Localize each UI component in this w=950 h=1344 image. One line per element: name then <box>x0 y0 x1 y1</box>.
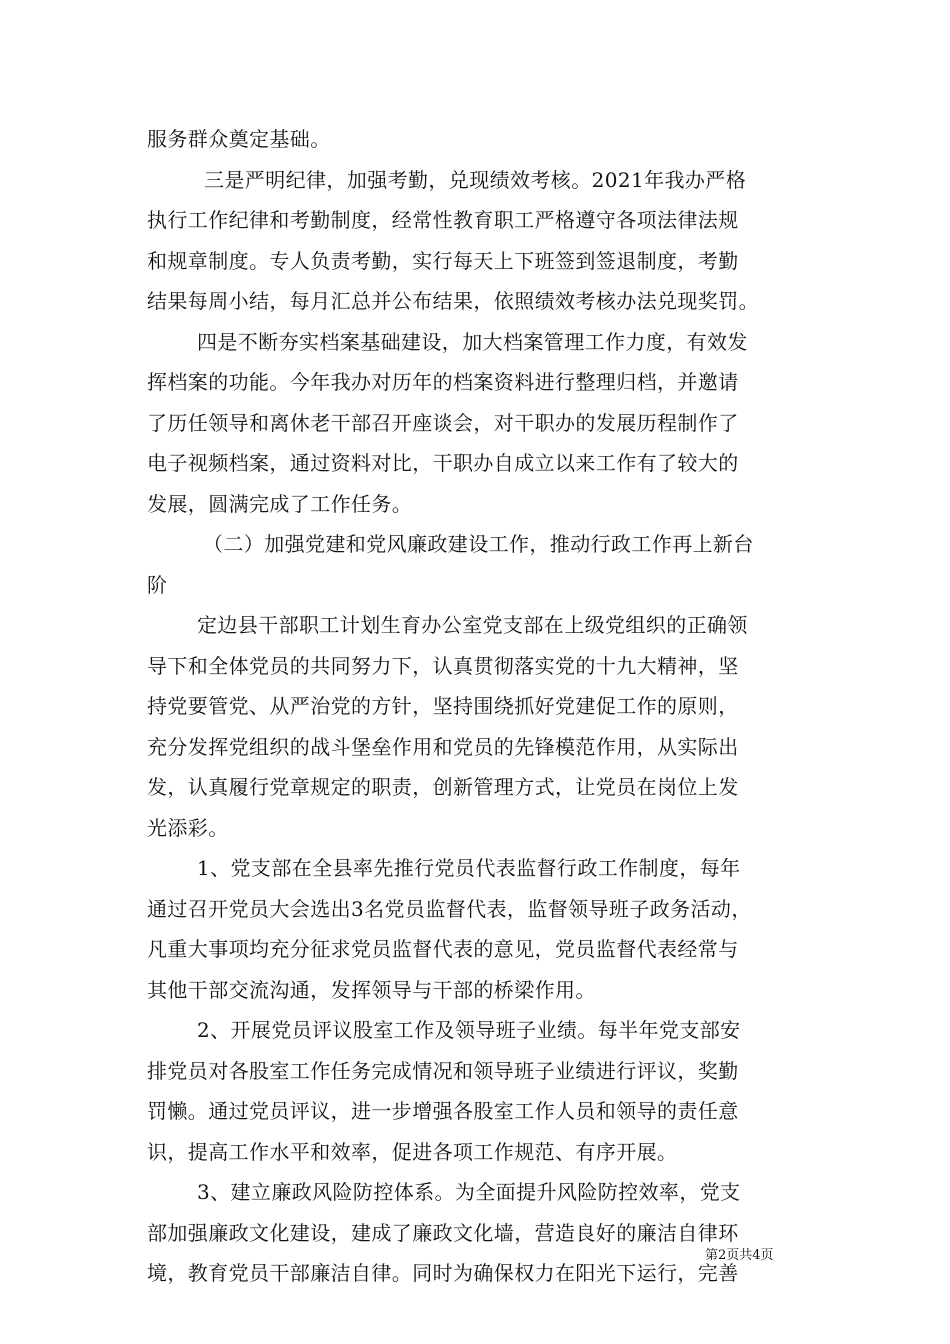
text-line: 发，认真履行党章规定的职责，创新管理方式，让党员在岗位上发 <box>147 775 739 799</box>
text-line: 导下和全体党员的共同努力下，认真贯彻落实党的十九大精神，坚 <box>147 653 739 678</box>
text-line: 排党员对各股室工作任务完成情况和领导班子业绩进行评议，奖勤 <box>147 1058 739 1083</box>
text-line: 通过召开党员大会选出3名党员监督代表，监督领导班子政务活动， <box>147 896 752 921</box>
text-line: 境，教育党员干部廉洁自律。同时为确保权力在阳光下运行，完善 <box>147 1261 739 1285</box>
text-line: 3、建立廉政风险防控体系。为全面提升风险防控效率，党支 <box>197 1180 741 1204</box>
text-line: 2、开展党员评议股室工作及领导班子业绩。每半年党支部安 <box>197 1018 741 1042</box>
text-line: 凡重大事项均充分征求党员监督代表的意见，党员监督代表经常与 <box>147 937 739 961</box>
document-body <box>147 119 807 1294</box>
text-line: 三是严明纪律，加强考勤，兑现绩效考核。2021年我办严格 <box>204 167 747 192</box>
text-line: 发展，圆满完成了工作任务。 <box>147 491 413 516</box>
page-number-footer: 第2页共4页 <box>705 1248 774 1263</box>
text-line: 其他干部交流沟通，发挥领导与干部的桥梁作用。 <box>147 977 596 1002</box>
text-line: 光添彩。 <box>147 815 229 840</box>
text-line: 识，提高工作水平和效率，促进各项工作规范、有序开展。 <box>147 1139 678 1164</box>
text-line: 充分发挥党组织的战斗堡垒作用和党员的先锋模范作用，从实际出 <box>147 734 739 759</box>
text-line: 罚懒。通过党员评议，进一步增强各股室工作人员和领导的责任意 <box>147 1099 739 1123</box>
text-line: 部加强廉政文化建设，建成了廉政文化墙，营造良好的廉洁自律环 <box>147 1220 739 1245</box>
text-line: 结果每周小结，每月汇总并公布结果，依照绩效考核办法兑现奖罚。 <box>147 289 759 313</box>
text-line: 执行工作纪律和考勤制度，经常性教育职工严格遵守各项法律法规 <box>147 208 739 232</box>
text-line: 挥档案的功能。今年我办对历年的档案资料进行整理归档，并邀请 <box>147 370 739 394</box>
text-line: 和规章制度。专人负责考勤，实行每天上下班签到签退制度，考勤 <box>147 248 739 273</box>
section-heading-line: （二）加强党建和党风廉政建设工作，推动行政工作再上新台 <box>203 532 754 556</box>
text-line: 持党要管党、从严治党的方针，坚持围绕抓好党建促工作的原则， <box>147 694 739 718</box>
text-line: 1、党支部在全县率先推行党员代表监督行政工作制度，每年 <box>197 856 741 880</box>
section-heading-line: 阶 <box>147 572 168 597</box>
text-line: 电子视频档案，通过资料对比，干职办自成立以来工作有了较大的 <box>147 451 739 475</box>
text-line: 定边县干部职工计划生育办公室党支部在上级党组织的正确领 <box>197 613 748 637</box>
text-line: 服务群众奠定基础。 <box>147 127 331 151</box>
text-line: 了历任领导和离休老干部召开座谈会，对干职办的发展历程制作了 <box>147 410 739 435</box>
text-line: 四是不断夯实档案基础建设，加大档案管理工作力度，有效发 <box>197 329 748 354</box>
